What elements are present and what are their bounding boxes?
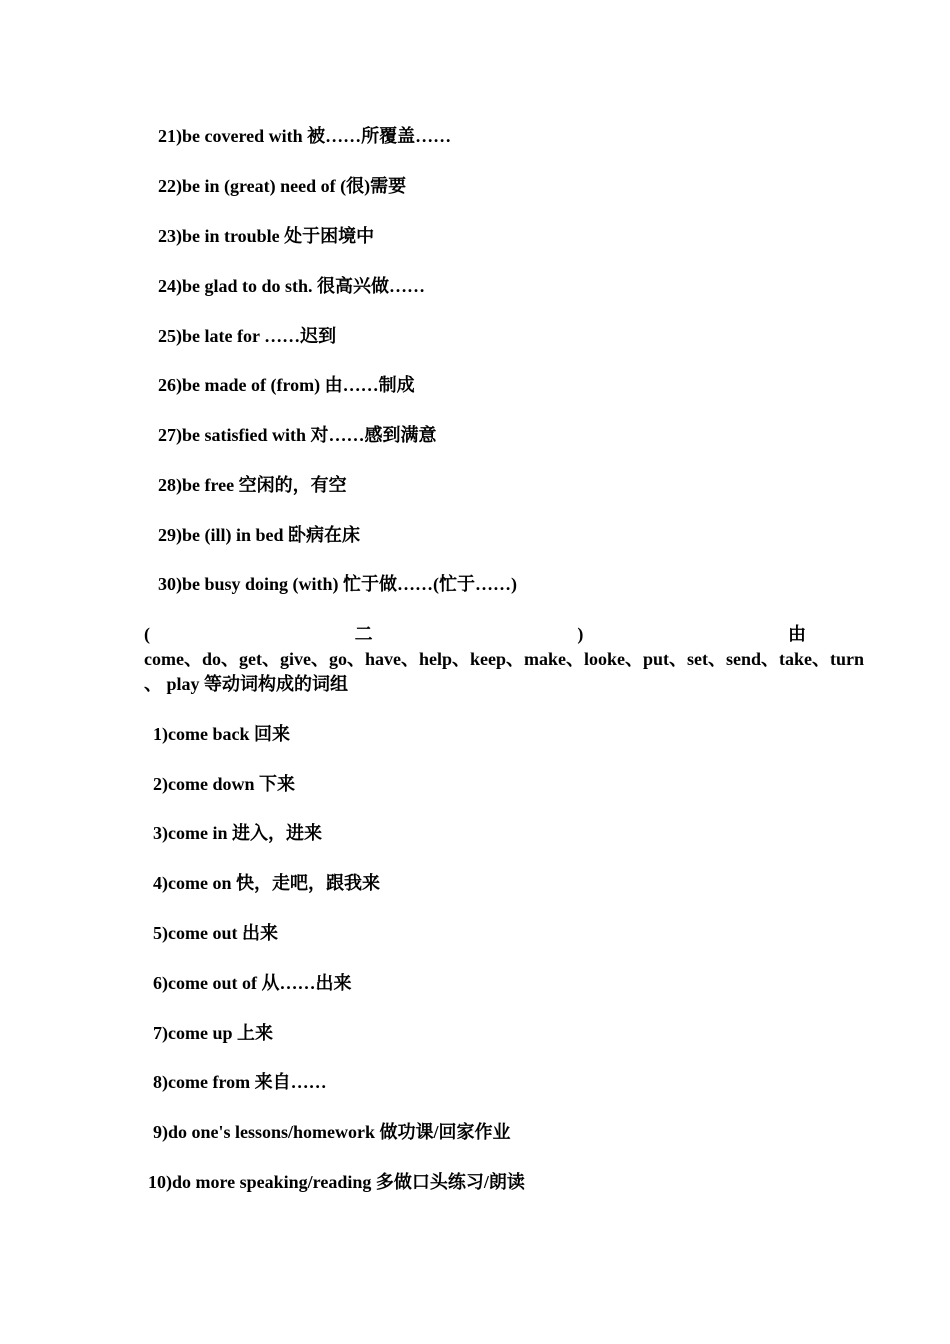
phrase-item: 9)do one's lessons/homework 做功课/回家作业 xyxy=(153,1122,511,1142)
phrase-item: 4)come on 快，走吧，跟我来 xyxy=(153,873,380,893)
section-heading-row xyxy=(144,622,806,647)
phrase-item: 6)come out of 从……出来 xyxy=(153,973,352,993)
phrase-item: 25)be late for ……迟到 xyxy=(158,326,337,346)
phrase-item: 24)be glad to do sth. 很高兴做…… xyxy=(158,276,426,296)
phrase-item: 28)be free 空闲的，有空 xyxy=(158,475,347,495)
phrase-item: 8)come from 来自…… xyxy=(153,1072,327,1092)
heading-open-paren: ( xyxy=(144,624,150,644)
heading-number: 二 xyxy=(354,624,373,644)
heading-verb-list: come、do、get、give、go、have、help、keep、make、looke、put、set、send、take、turn xyxy=(144,649,864,669)
phrase-item: 27)be satisfied with 对……感到满意 xyxy=(158,425,437,445)
phrase-item: 29)be (ill) in bed 卧病在床 xyxy=(158,525,361,545)
phrase-item: 5)come out 出来 xyxy=(153,923,278,943)
phrase-item: 3)come in 进入，进来 xyxy=(153,823,322,843)
phrase-item: 10)do more speaking/reading 多做口头练习/朗读 xyxy=(148,1172,525,1192)
phrase-item: 23)be in trouble 处于困境中 xyxy=(158,226,375,246)
phrase-item: 7)come up 上来 xyxy=(153,1023,273,1043)
phrase-item: 21)be covered with 被……所覆盖…… xyxy=(158,126,452,146)
section-heading xyxy=(144,622,864,697)
heading-you: 由 xyxy=(787,624,806,644)
phrase-item: 1)come back 回来 xyxy=(153,724,290,744)
heading-close-paren: ) xyxy=(577,624,584,644)
phrase-item: 2)come down 下来 xyxy=(153,774,295,794)
heading-verb-list-end: 、 play 等动词构成的词组 xyxy=(144,674,349,694)
phrase-item: 30)be busy doing (with) 忙于做……(忙于……) xyxy=(158,574,518,594)
phrase-item: 22)be in (great) need of (很)需要 xyxy=(158,176,407,196)
phrase-item: 26)be made of (from) 由……制成 xyxy=(158,375,415,395)
